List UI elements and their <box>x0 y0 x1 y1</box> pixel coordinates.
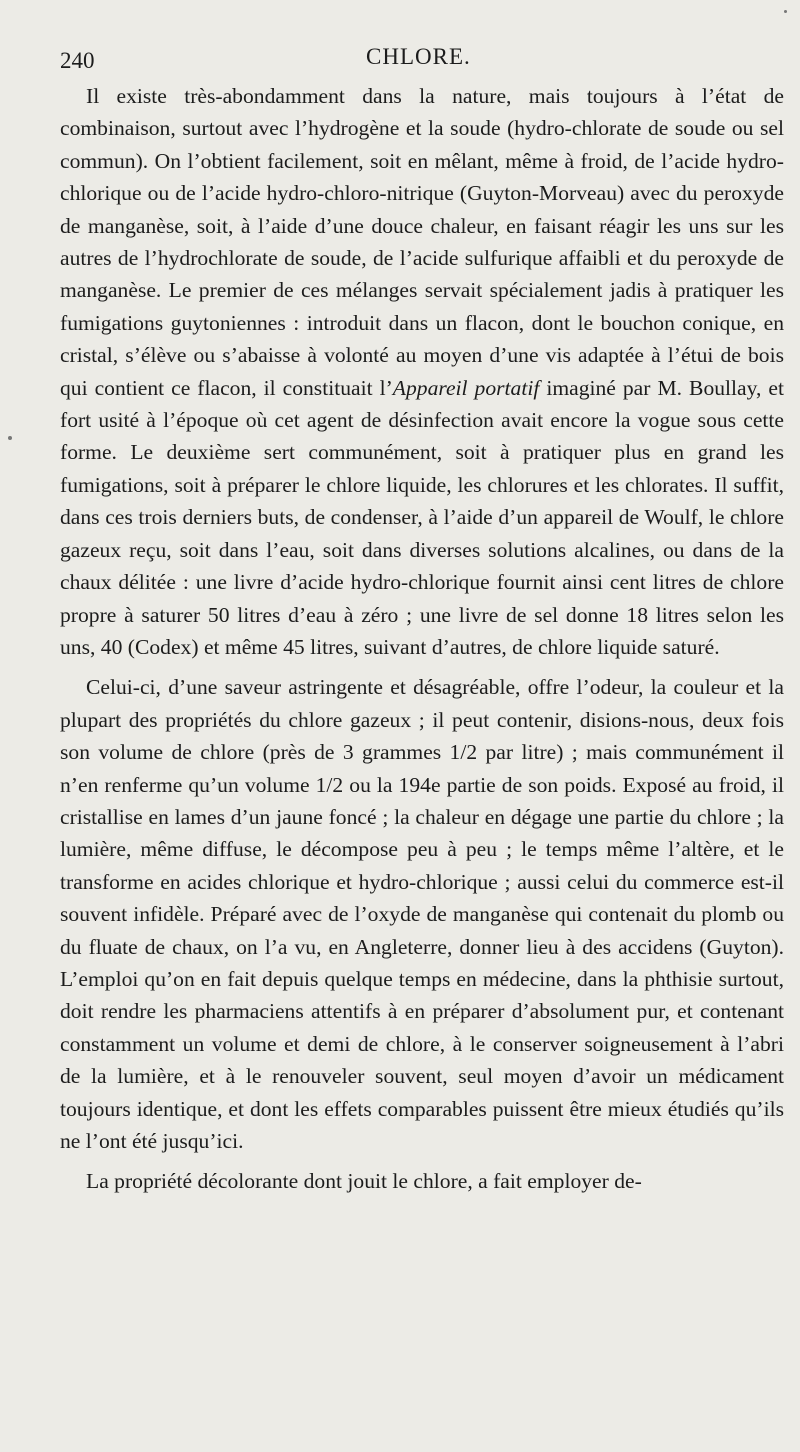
body-text <box>60 80 784 1198</box>
paragraph-3: La propriété décolorante dont jouit le chlore, a fait employer de- <box>86 1169 642 1194</box>
paragraph-1-text-before: Il existe très-abondamment dans la nature, mais toujours à l’état de combinaison, surtout avec l’hydrogène et la soude (hydro-chlorate de soude ou sel commun). On l’obtient facilement, soit en mêlant, même à froid, de l’acide hydro-chlorique ou de l’acide hydro-chloro-nitrique (Guyton-Morveau) avec du peroxyde de manganèse, soit, à l’aide d’une douce chaleur, en faisant réagir les uns sur les autres de l’hydrochlorate de soude, de l’acide sulfurique affaibli et du peroxyde de manganèse. Le premier de ces mélanges servait spécialement jadis à pratiquer les fumigations guytoniennes : introduit dans un flacon, dont le bouchon conique, en cristal, s’élève ou s’abaisse à volonté au moyen d’une vis adaptée à l’étui de bois qui contient ce flacon, il constituait l’ <box>60 84 784 400</box>
paragraph-1 <box>60 80 784 663</box>
running-head <box>60 40 784 80</box>
paper-speck <box>784 10 787 13</box>
running-title: CHLORE. <box>366 44 471 69</box>
paper-speck <box>8 436 12 440</box>
appareil-portatif-term: Appareil portatif <box>392 375 540 400</box>
page-number: 240 <box>60 48 95 73</box>
paragraph-2: Celui-ci, d’une saveur astringente et désagréable, offre l’odeur, la couleur et la plupart des propriétés du chlore gazeux ; il peut contenir, disions-nous, deux fois son volume de chlore (près de 3 grammes 1/2 par litre) ; mais communément il n’en renferme qu’un volume 1/2 ou la 194e partie de son poids. Exposé au froid, il cristallise en lames d’un jaune foncé ; la chaleur en dégage une partie du chlore ; la lumière, même diffuse, le décompose peu à peu ; le temps même l’altère, et le transforme en acides chlorique et hydro-chlorique ; aussi celui du commerce est-il souvent infidèle. Préparé avec de l’oxyde de manganèse qui contenait du plomb ou du fluate de chaux, on l’a vu, en Angleterre, donner lieu à des accidens (Guyton). L’emploi qu’on en fait depuis quelque temps en médecine, dans la phthisie surtout, doit rendre les pharmaciens attentifs à en préparer d’absolument pur, et contenant constamment un volume et demi de chlore, à le conserver soigneusement à l’abri de la lumière, et à le renouveler souvent, seul moyen d’avoir un médicament toujours identique, et dont les effets comparables puissent être mieux étudiés qu’ils ne l’ont été jusqu’ici. <box>60 675 784 1153</box>
paragraph-1-text-after: imaginé par M. Boullay, et fort usité à l’époque où cet agent de désinfection avait encore la vogue sous cette forme. Le deuxième sert communément, soit à pratiquer plus en grand les fumigations, soit à préparer le chlore liquide, les chlorures et les chlorates. Il suffit, dans ces trois derniers buts, de condenser, à l’aide d’un appareil de Woulf, le chlore gazeux reçu, soit dans l’eau, soit dans diverses solutions alcalines, ou dans de la chaux délitée : une livre d’acide hydro-chlorique fournit ainsi cent litres de chlore propre à saturer 50 litres d’eau à zéro ; une livre de sel donne 18 litres selon les uns, 40 (Codex) et même 45 litres, suivant d’autres, de chlore liquide saturé. <box>60 375 784 659</box>
